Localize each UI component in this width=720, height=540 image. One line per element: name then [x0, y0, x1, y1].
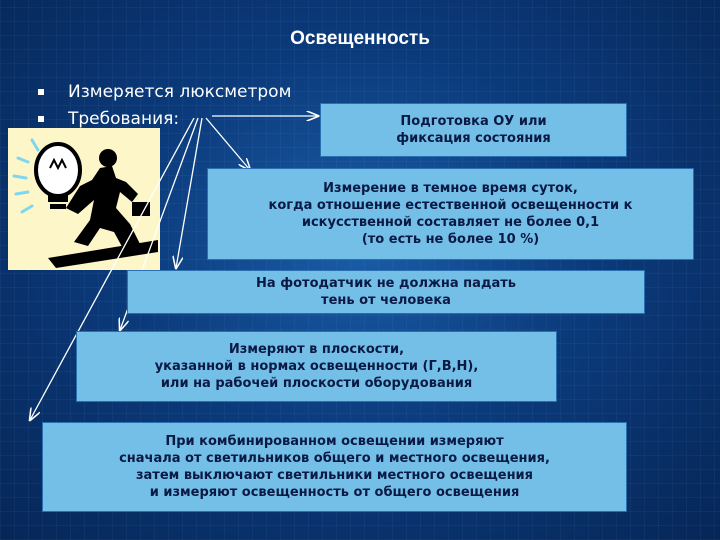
- requirement-box-shadow: [127, 270, 645, 314]
- requirement-text: При комбинированном освещении измеряют сначала от светильников общего и местного освещения, затем выключают светильники местного освещения и измеряют освещенность от общего освещения: [119, 434, 550, 500]
- requirement-text: Подготовка ОУ или фиксация состояния: [396, 114, 551, 146]
- requirement-text: Измерение в темное время суток, когда отношение естественной освещенности к искусственной составляет не более 0,1 (то есть не более 10 %): [268, 181, 633, 247]
- arrow-to-box-2: [206, 118, 250, 170]
- requirement-box-preparation: [320, 103, 627, 157]
- requirement-text: На фотодатчик не должна падать тень от человека: [256, 276, 516, 308]
- arrow-to-box-3: [176, 118, 202, 268]
- requirement-text: Измеряют в плоскости, указанной в нормах освещенности (Г,В,Н), или на рабочей плоскости оборудования: [154, 342, 479, 391]
- requirement-box-combined-lighting: [42, 422, 627, 512]
- slide-title: Освещенность: [290, 28, 430, 49]
- bullet-text: Измеряется люксметром: [68, 81, 292, 102]
- requirement-box-dark-time: [207, 168, 694, 260]
- bullet-text: Требования:: [68, 108, 180, 129]
- requirement-box-plane: [76, 331, 557, 402]
